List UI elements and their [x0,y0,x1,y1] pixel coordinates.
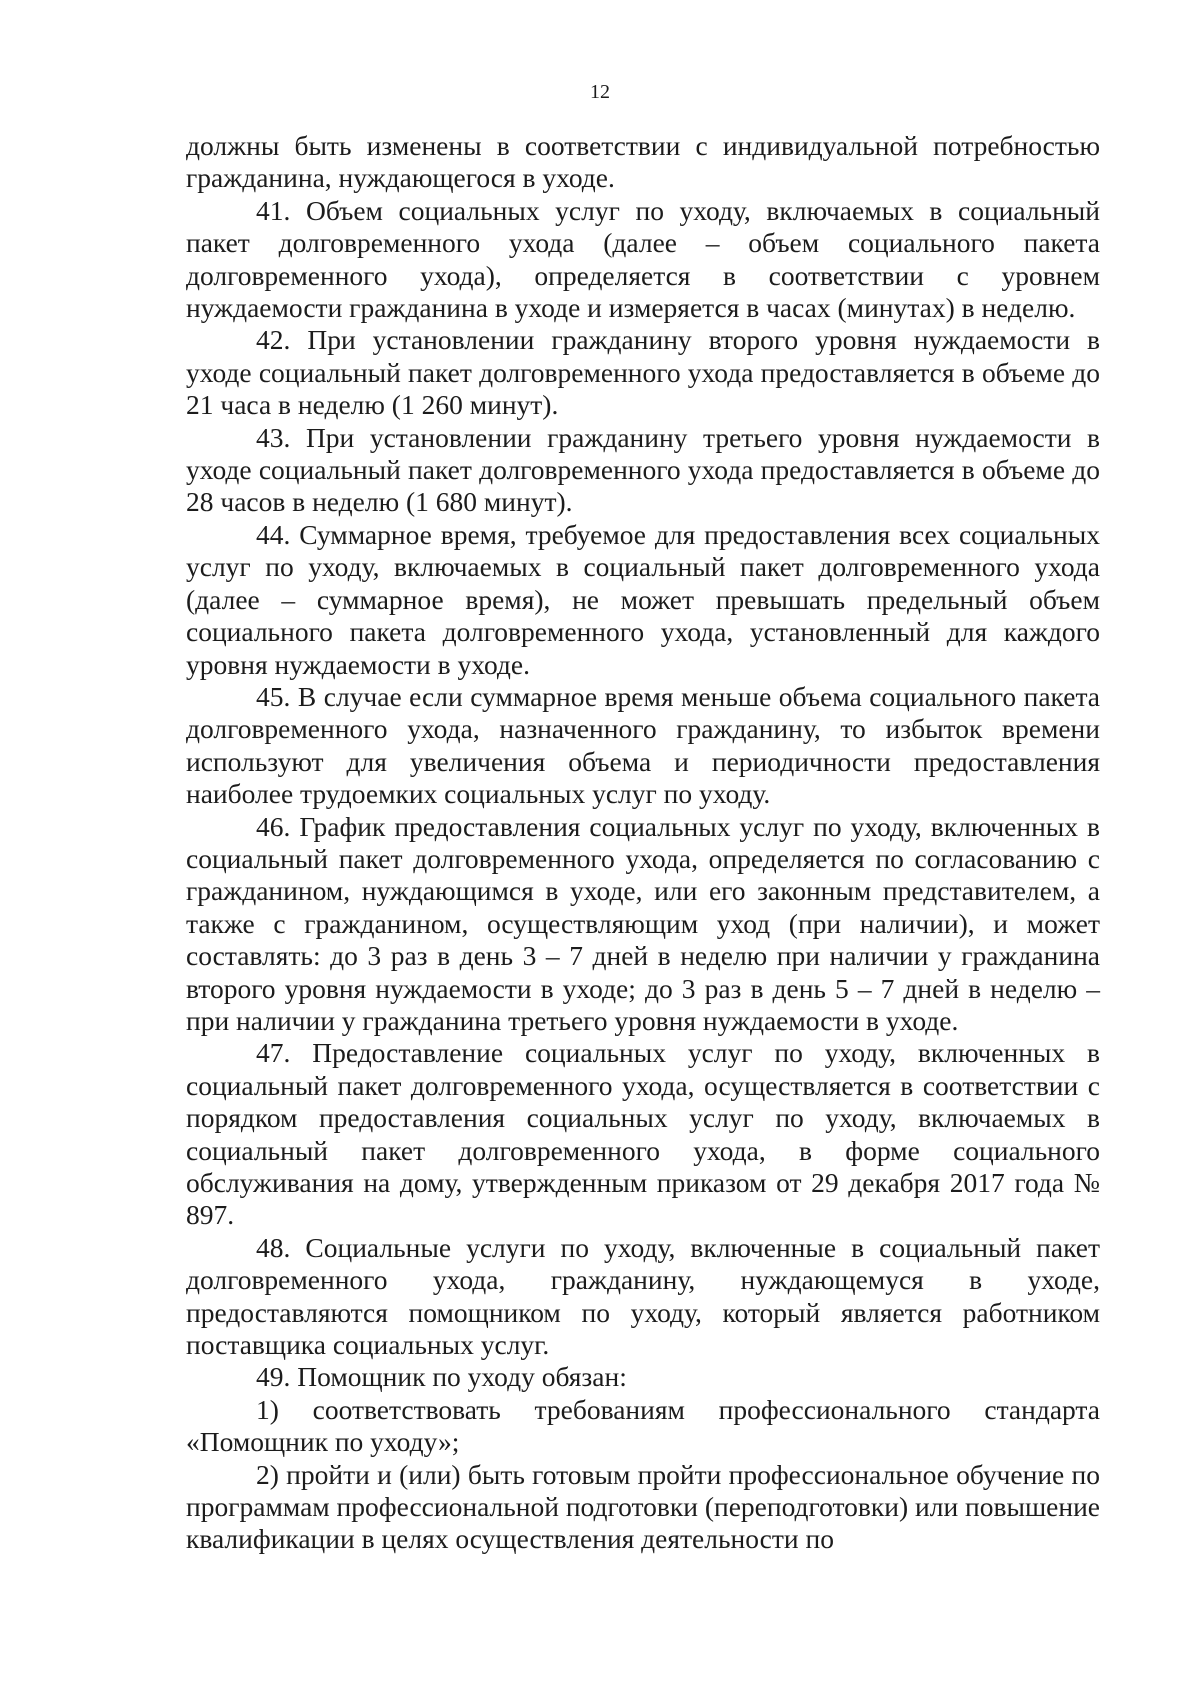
paragraph-42: 42. При установлении гражданину второго уровня нуждаемости в уходе социальный пакет долговременного ухода предоставляется в объеме до 21 часа в неделю (1 260 минут). [186,324,1100,421]
paragraph-46: 46. График предоставления социальных услуг по уходу, включенных в социальный пакет долговременного ухода, определяется по согласованию с гражданином, нуждающимся в уходе, или его законным представителем, а также с гражданином, осуществляющим уход (при наличии), и может составлять: до 3 раз в день 3 – 7 дней в неделю при наличии у гражданина второго уровня нуждаемости в уходе; до 3 раз в день 5 – 7 дней в неделю – при наличии у гражданина третьего уровня нуждаемости в уходе. [186,810,1100,1036]
paragraph-44: 44. Суммарное время, требуемое для предоставления всех социальных услуг по уходу, включаемых в социальный пакет долговременного ухода (далее – суммарное время), не может превышать предельный объем социального пакета долговременного ухода, установленный для каждого уровня нуждаемости в уходе. [186,518,1100,680]
paragraph-continuation: должны быть изменены в соответствии с индивидуальной потребностью гражданина, нуждающегося в уходе. [186,130,1100,194]
paragraph-49: 49. Помощник по уходу обязан: [256,1361,627,1393]
paragraph-49-item-1: 1) соответствовать требованиям профессионального стандарта «Помощник по уходу»; [186,1393,1100,1458]
paragraph-41: 41. Объем социальных услуг по уходу, включаемых в социальный пакет долговременного ухода (далее – объем социального пакета долговременного ухода), определяется в соответствии с уровнем нуждаемости гражданина в уходе и измеряется в часах (минутах) в неделю. [186,194,1100,324]
document-body [186,130,1100,1556]
paragraph-48: 48. Социальные услуги по уходу, включенные в социальный пакет долговременного ухода, гражданину, нуждающемуся в уходе, предоставляются помощником по уходу, который является работником поставщика социальных услуг. [186,1231,1100,1361]
page-number: 12 [590,81,610,103]
paragraph-45: 45. В случае если суммарное время меньше объема социального пакета долговременного ухода, назначенного гражданину, то избыток времени используют для увеличения объема и периодичности предоставления наиболее трудоемких социальных услуг по уходу. [186,680,1100,810]
paragraph-43: 43. При установлении гражданину третьего уровня нуждаемости в уходе социальный пакет долговременного ухода предоставляется в объеме до 28 часов в неделю (1 680 минут). [186,421,1100,518]
paragraph-49-item-2: 2) пройти и (или) быть готовым пройти профессиональное обучение по программам профессиональной подготовки (переподготовки) или повышение квалификации в целях осуществления деятельности по [186,1458,1100,1555]
paragraph-47: 47. Предоставление социальных услуг по уходу, включенных в социальный пакет долговременного ухода, осуществляется в соответствии с порядком предоставления социальных услуг по уходу, включаемых в социальный пакет долговременного ухода, в форме социального обслуживания на дому, утвержденным приказом от 29 декабря 2017 года № 897. [186,1037,1100,1231]
